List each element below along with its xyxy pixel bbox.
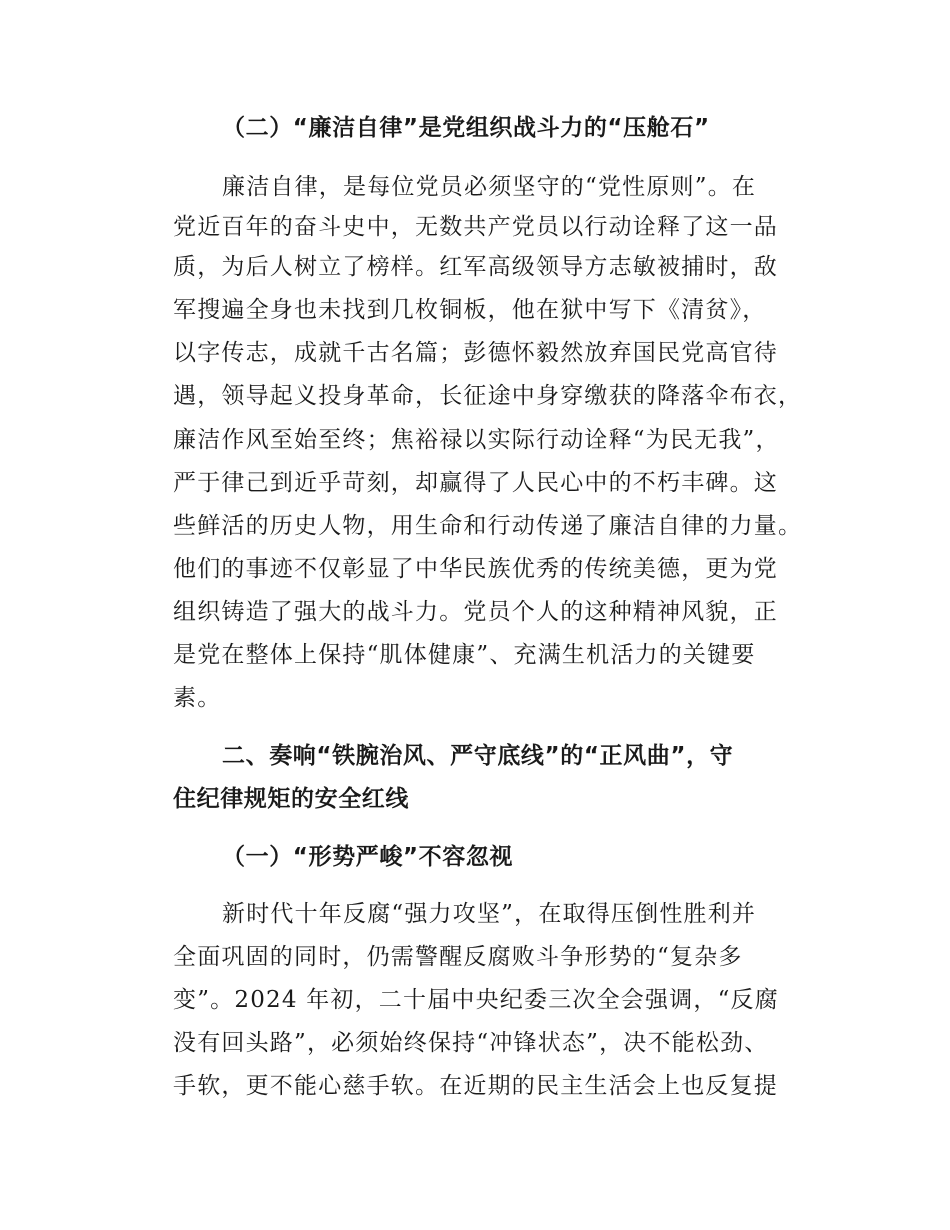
- paragraph-line: 素。: [173, 685, 222, 711]
- paragraph-line: 他们的事迹不仅彰显了中华民族优秀的传统美德，更为党: [173, 556, 778, 582]
- paragraph-line: 党近百年的奋斗史中，无数共产党员以行动诠释了这一品: [173, 214, 778, 240]
- paragraph-line: 手软，更不能心慈手软。在近期的民主生活会上也反复提: [173, 1073, 778, 1099]
- paragraph-line: 组织铸造了强大的战斗力。党员个人的这种精神风貌，正: [173, 599, 778, 625]
- paragraph-line: 没有回头路”，必须始终保持“冲锋状态”，决不能松劲、: [173, 1030, 769, 1056]
- section-heading-1-line-2: 住纪律规矩的安全红线: [173, 786, 409, 812]
- section-heading-1-line-1: 二、奏响“铁腕治风、严守底线”的“正风曲”，守: [222, 743, 734, 769]
- paragraph-line: 质，为后人树立了榜样。红军高级领导方志敏被捕时，敌: [173, 254, 778, 280]
- paragraph-line: 全面巩固的同时，仍需警醒反腐败斗争形势的“复杂多: [173, 944, 743, 970]
- paragraph-line: 军搜遍全身也未找到几枚铜板，他在狱中写下《清贫》，: [173, 297, 767, 323]
- paragraph-line: 严于律己到近乎苛刻，却赢得了人民心中的不朽丰碑。这: [173, 470, 778, 496]
- paragraph-line: 新时代十年反腐“强力攻坚”，在取得压倒性胜利并: [222, 901, 757, 927]
- section-subheading: （一）“形势严峻”不容忽视: [222, 844, 514, 870]
- section-heading-2: （二）“廉洁自律”是党组织战斗力的“压舱石”: [222, 115, 710, 141]
- paragraph-line: 些鲜活的历史人物，用生命和行动传递了廉洁自律的力量。: [173, 513, 803, 539]
- paragraph-line: 廉洁作风至始至终；焦裕禄以实际行动诠释“为民无我”，: [173, 427, 780, 453]
- paragraph-line: 变”。2024 年初，二十届中央纪委三次全会强调，“反腐: [173, 987, 779, 1013]
- paragraph-line: 遇，领导起义投身革命，长征途中身穿缴获的降落伞布衣，: [173, 383, 803, 409]
- paragraph-line: 以字传志，成就千古名篇；彭德怀毅然放弃国民党高官待: [173, 340, 778, 366]
- paragraph-line: 廉洁自律，是每位党员必须坚守的“党性原则”。在: [222, 174, 757, 200]
- paragraph-line: 是党在整体上保持“肌体健康”、充满生机活力的关键要: [173, 642, 756, 668]
